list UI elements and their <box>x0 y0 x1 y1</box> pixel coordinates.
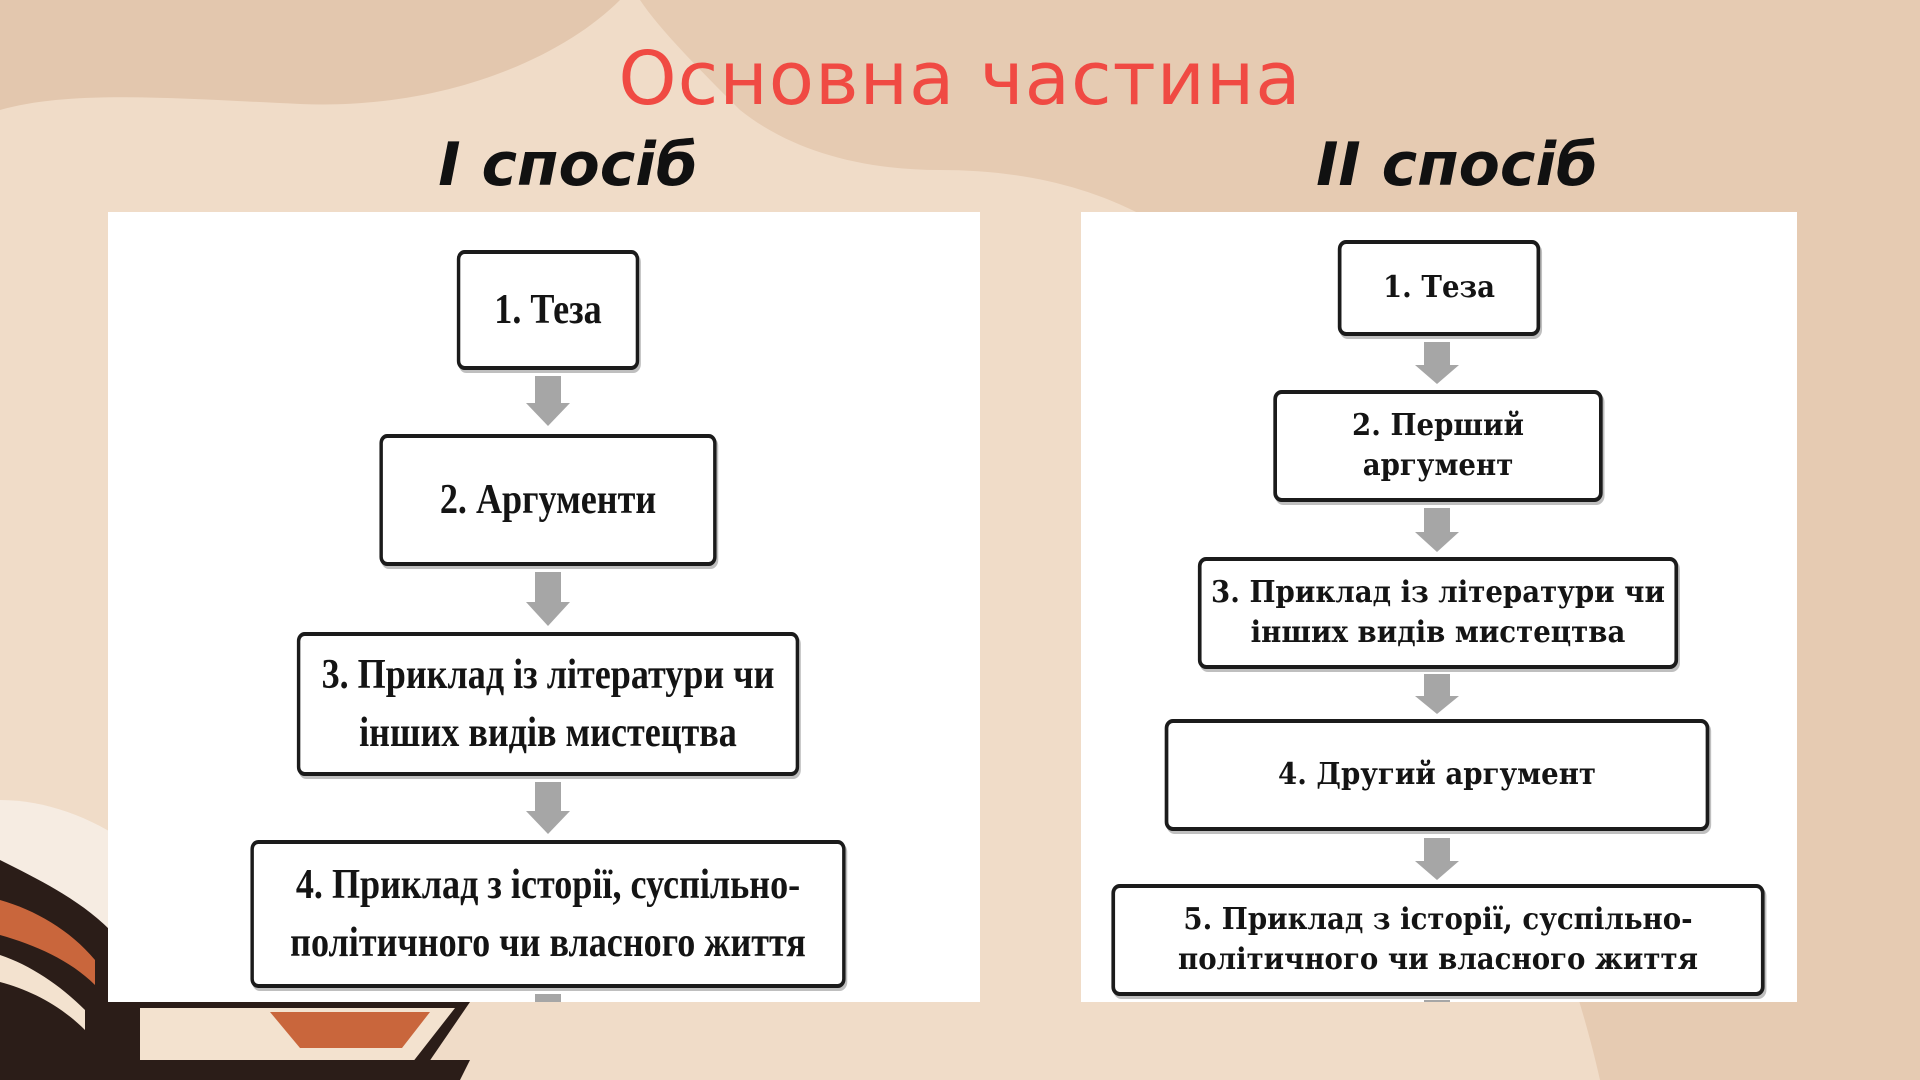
flow-step: 3. Приклад із літератури чи інших видів мистецтва <box>297 632 799 776</box>
method-1-heading: І спосіб <box>438 130 698 200</box>
flow-step: 3. Приклад із літератури чи інших видів мистецтва <box>1198 557 1678 669</box>
flow-step: 4. Другий аргумент <box>1165 719 1710 831</box>
flow-step: 1. Теза <box>1338 240 1540 336</box>
flow-step: 1. Теза <box>457 250 639 370</box>
flow-step: 5. Приклад з історії, суспільно-політичного чи власного життя <box>1111 884 1764 996</box>
flow-step: 2. Аргументи <box>379 434 716 566</box>
method-2-heading: ІІ спосіб <box>1316 130 1598 200</box>
flow-step: 2. Перший аргумент <box>1273 390 1602 502</box>
method-1-flowchart <box>108 212 980 1002</box>
flow-step: 4. Приклад з історії, суспільно-політичного чи власного життя <box>250 840 845 988</box>
method-2-flowchart <box>1081 212 1797 1002</box>
slide-title: Основна частина <box>618 36 1302 122</box>
